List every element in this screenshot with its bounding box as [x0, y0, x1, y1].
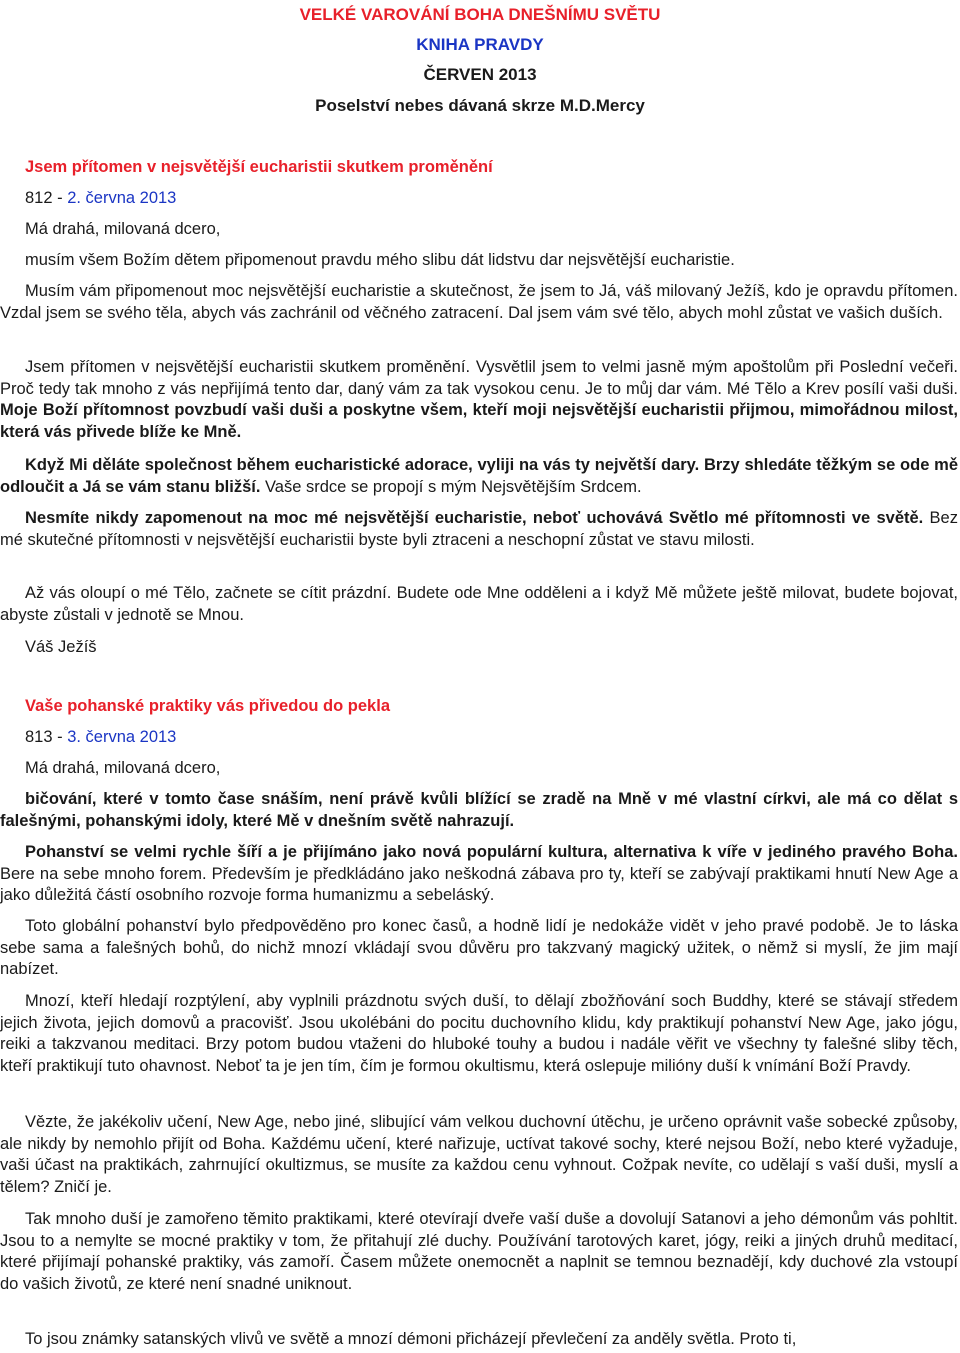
paragraph: Musím vám připomenout moc nejsvětější eucharistie a skutečnost, že jsem to Já, váš milovaný Ježíš, kdo je opravdu přítomen. Vzdal jsem se svého těla, abych vás zachránil od věčného zatracení. Dal jsem vám své tělo, abych mohl zůstat ve vašich duších.: [0, 282, 958, 322]
message-812-number-line: [25, 188, 960, 209]
greeting: Má drahá, milovaná dcero,: [25, 220, 221, 238]
source-line: Poselství nebes dávaná skrze M.D.Mercy: [315, 96, 645, 115]
paragraph: Mnozí, kteří hledají rozptýlení, aby vyplnili prázdnotu svých duší, to dělají zbožňování soch Buddhy, které se stávají středem jejich života, jejich domovů a pracovišť. Jsou ukolébáni do pocitu duchovního klidu, kdy praktikují pohanství New Age, jako jógu, reiki a takzvanou meditaci. Brzy potom budou vtaženi do hluboké touhy a budou i nadále věřit ve všechny ty falešné sliby těch, kteří praktikují tuto ohavnost. Neboť ta je jen tím, čím je formou okultismu, která oslepuje milióny duší k vnímání Boží Pravdy.: [0, 992, 958, 1075]
paragraph: Toto globální pohanství bylo předpověděno pro konec časů, a hodně lidí je nedokáže vidět v jeho pravé podobě. Je to láska sebe sama a falešných bohů, do nichž mnozí vkládají svou důvěru pro takzvaný magický užitek, o němž si myslí, že jim mají nabízet.: [0, 917, 958, 979]
message-date: 2. června 2013: [67, 189, 177, 207]
paragraph: Pohanství se velmi rychle šíří a je přijímáno jako nová populární kultura, alternativa k víře v jediného pravého Boha. Bere na sebe mnoho forem. Především je předkládáno jako neškodná zábava pro ty, kteří se zabývají praktikami hnutí New Age a jako důležitá částí osobního rozvoje forma humanizmu a sebeláský.: [0, 843, 958, 905]
message-813-number-line: [25, 727, 960, 748]
book-title: KNIHA PRAVDY: [416, 35, 544, 54]
paragraph: Jsem přítomen v nejsvětější eucharistii skutkem proměnění. Vysvětlil jsem to velmi jasně mým apoštolům při Poslední večeři. Proč tedy tak mnoho z vás nepřijímá tento dar, daný vám za tak vysokou cenu. Je to můj dar vám. Mé Tělo a Krev posílí vaši duši. Moje Boží přítomnost povzbudí vaši duši a poskytne všem, kteří moji nejsvětější eucharistii přijmou, mimořádnou milost, která vás přivede blíže ke Mně.: [0, 358, 958, 441]
paragraph: To jsou známky satanských vlivů ve světě a mnozí démoni přicházejí převlečení za anděly světla. Proto ti,: [25, 1330, 797, 1348]
paragraph: Nesmíte nikdy zapomenout na moc mé nejsvětější eucharistie, neboť uchovává Světlo mé přítomnosti ve světě. Bez mé skutečné přítomnosti v nejsvětější eucharistii byste byli ztraceni a neschopní zůstat ve stavu milosti.: [0, 509, 958, 549]
message-812-title: Jsem přítomen v nejsvětější eucharistii skutkem proměnění: [25, 158, 493, 176]
document-title: VELKÉ VAROVÁNÍ BOHA DNEŠNÍMU SVĚTU: [299, 5, 661, 24]
message-number: 813 -: [25, 728, 68, 746]
greeting: Má drahá, milovaná dcero,: [25, 759, 221, 777]
message-813-title: Vaše pohanské praktiky vás přivedou do pekla: [25, 697, 390, 715]
month-heading: ČERVEN 2013: [423, 65, 537, 84]
paragraph: Tak mnoho duší je zamořeno těmito praktikami, které otevírají dveře vaší duše a dovolují Satanovi a jeho démonům vás pohltit. Jsou to a nemylte se mocné praktiky v tom, že přitahují zlé duchy. Používání tarotových karet, jógy, reiki a jiných druhů meditací, které přijímají pohanské praktiky, vás zamoří. Časem můžete onemocnět a naplnit se temnou beznadějí, kdy duchové zla vstoupí do vašich životů, ze které není snadné uniknout.: [0, 1210, 958, 1293]
paragraph: bičování, které v tomto čase snáším, není právě kvůli blížící se zradě na Mně v mé vlastní církvi, ale má co dělat s falešnými, pohanskými idoly, které Mě v dnešním světě nahrazují.: [0, 790, 958, 830]
paragraph: Vězte, že jakékoliv učení, New Age, nebo jiné, slibující vám velkou duchovní útěchu, je určeno oprávnit vaše sobecké způsoby, ale nikdy by nemohlo přijít od Boha. Každému učení, které nařizuje, uctívat takové sochy, které nejsou Boží, nebo které vyžaduje, vaši účast na praktikách, zahrnující okultizmus, se musíte za každou cenu vyhnout. Cožpak nevíte, co udělají s vaší duši, myslí a tělem? Zničí je.: [0, 1113, 958, 1196]
paragraph: Když Mi děláte společnost během eucharistické adorace, vyliji na vás ty největší dary. Brzy shledáte těžkým se ode mě odloučit a Já se vám stanu bližší. Vaše srdce se propojí s mým Nejsvětějším Srdcem.: [0, 456, 958, 496]
paragraph: Až vás oloupí o mé Tělo, začnete se cítit prázdní. Budete ode Mne odděleni a i když Mě můžete ještě milovat, budete bojovat, abyste zůstali v jednotě se Mnou.: [0, 584, 958, 624]
message-number: 812 -: [25, 189, 68, 207]
intro-line: musím všem Božím dětem připomenout pravdu mého slibu dát lidstvu dar nejsvětější eucharistie.: [25, 251, 735, 269]
message-date: 3. června 2013: [67, 728, 177, 746]
signature: Váš Ježíš: [25, 638, 97, 656]
